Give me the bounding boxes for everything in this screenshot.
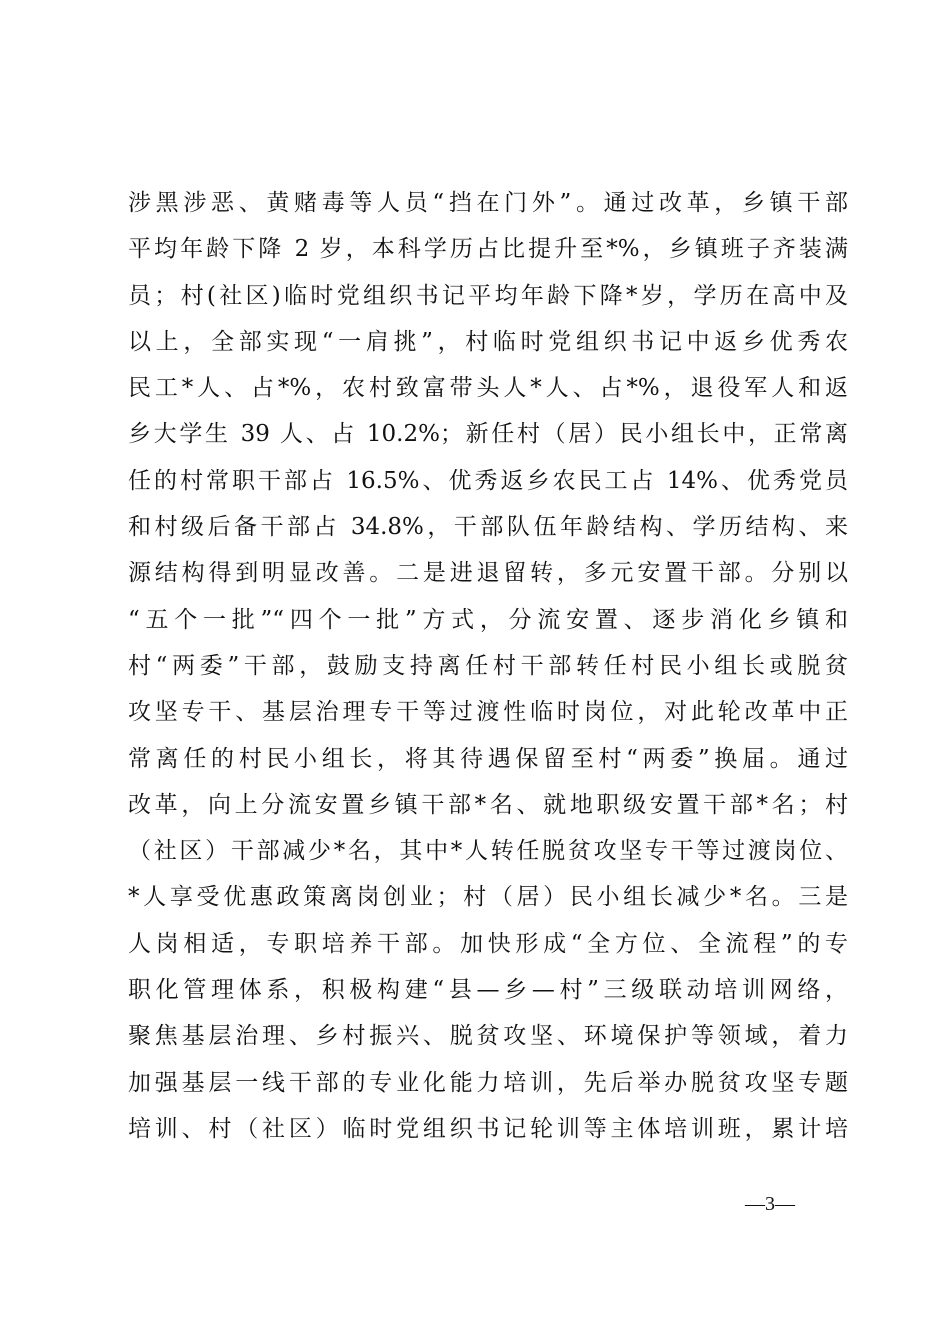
- body-text: [128, 180, 848, 1152]
- text-line-7: 任的村常职干部占 16.5%、优秀返乡农民工占 14%、优秀党员: [128, 467, 848, 494]
- text-line-16: *人享受优惠政策离岗创业；村（居）民小组长减少*名。三是: [128, 884, 848, 911]
- text-line-20: 加强基层一线干部的专业化能力培训，先后举办脱贫攻坚专题: [128, 1069, 848, 1096]
- text-line-14: 改革，向上分流安置乡镇干部*名、就地职级安置干部*名；村: [128, 791, 848, 818]
- text-line-8: 和村级后备干部占 34.8%，干部队伍年龄结构、学历结构、来: [128, 514, 848, 541]
- text-line-21: 培训、村（社区）临时党组织书记轮训等主体培训班，累计培: [128, 1115, 848, 1142]
- text-line-19: 聚焦基层治理、乡村振兴、脱贫攻坚、环境保护等领域，着力: [128, 1023, 848, 1050]
- text-line-4: 以上，全部实现“一肩挑”，村临时党组织书记中返乡优秀农: [128, 328, 848, 355]
- text-line-6: 乡大学生 39 人、占 10.2%；新任村（居）民小组长中，正常离: [128, 421, 848, 448]
- text-line-3: 员；村(社区)临时党组织书记平均年龄下降*岁，学历在高中及: [128, 282, 848, 309]
- page-number: —3—: [745, 1193, 795, 1215]
- text-line-11: 村“两委”干部，鼓励支持离任村干部转任村民小组长或脱贫: [128, 652, 848, 679]
- text-line-12: 攻坚专干、基层治理专干等过渡性临时岗位，对此轮改革中正: [128, 699, 848, 726]
- text-line-13: 常离任的村民小组长，将其待遇保留至村“两委”换届。通过: [128, 745, 848, 772]
- text-line-18: 职化管理体系，积极构建“县—乡—村”三级联动培训网络，: [128, 977, 848, 1004]
- text-line-9: 源结构得到明显改善。二是进退留转，多元安置干部。分别以: [128, 560, 848, 587]
- text-line-2: 平均年龄下降 2 岁，本科学历占比提升至*%，乡镇班子齐装满: [128, 236, 848, 263]
- text-line-15: （社区）干部减少*名，其中*人转任脱贫攻坚专干等过渡岗位、: [128, 838, 848, 865]
- text-line-17: 人岗相适，专职培养干部。加快形成“全方位、全流程”的专: [128, 930, 848, 957]
- text-line-1: 涉黑涉恶、黄赌毒等人员“挡在门外”。通过改革，乡镇干部: [128, 190, 848, 216]
- text-line-5: 民工*人、占*%，农村致富带头人*人、占*%，退役军人和返: [128, 375, 848, 402]
- text-line-10: “五个一批”“四个一批”方式，分流安置、逐步消化乡镇和: [128, 606, 848, 633]
